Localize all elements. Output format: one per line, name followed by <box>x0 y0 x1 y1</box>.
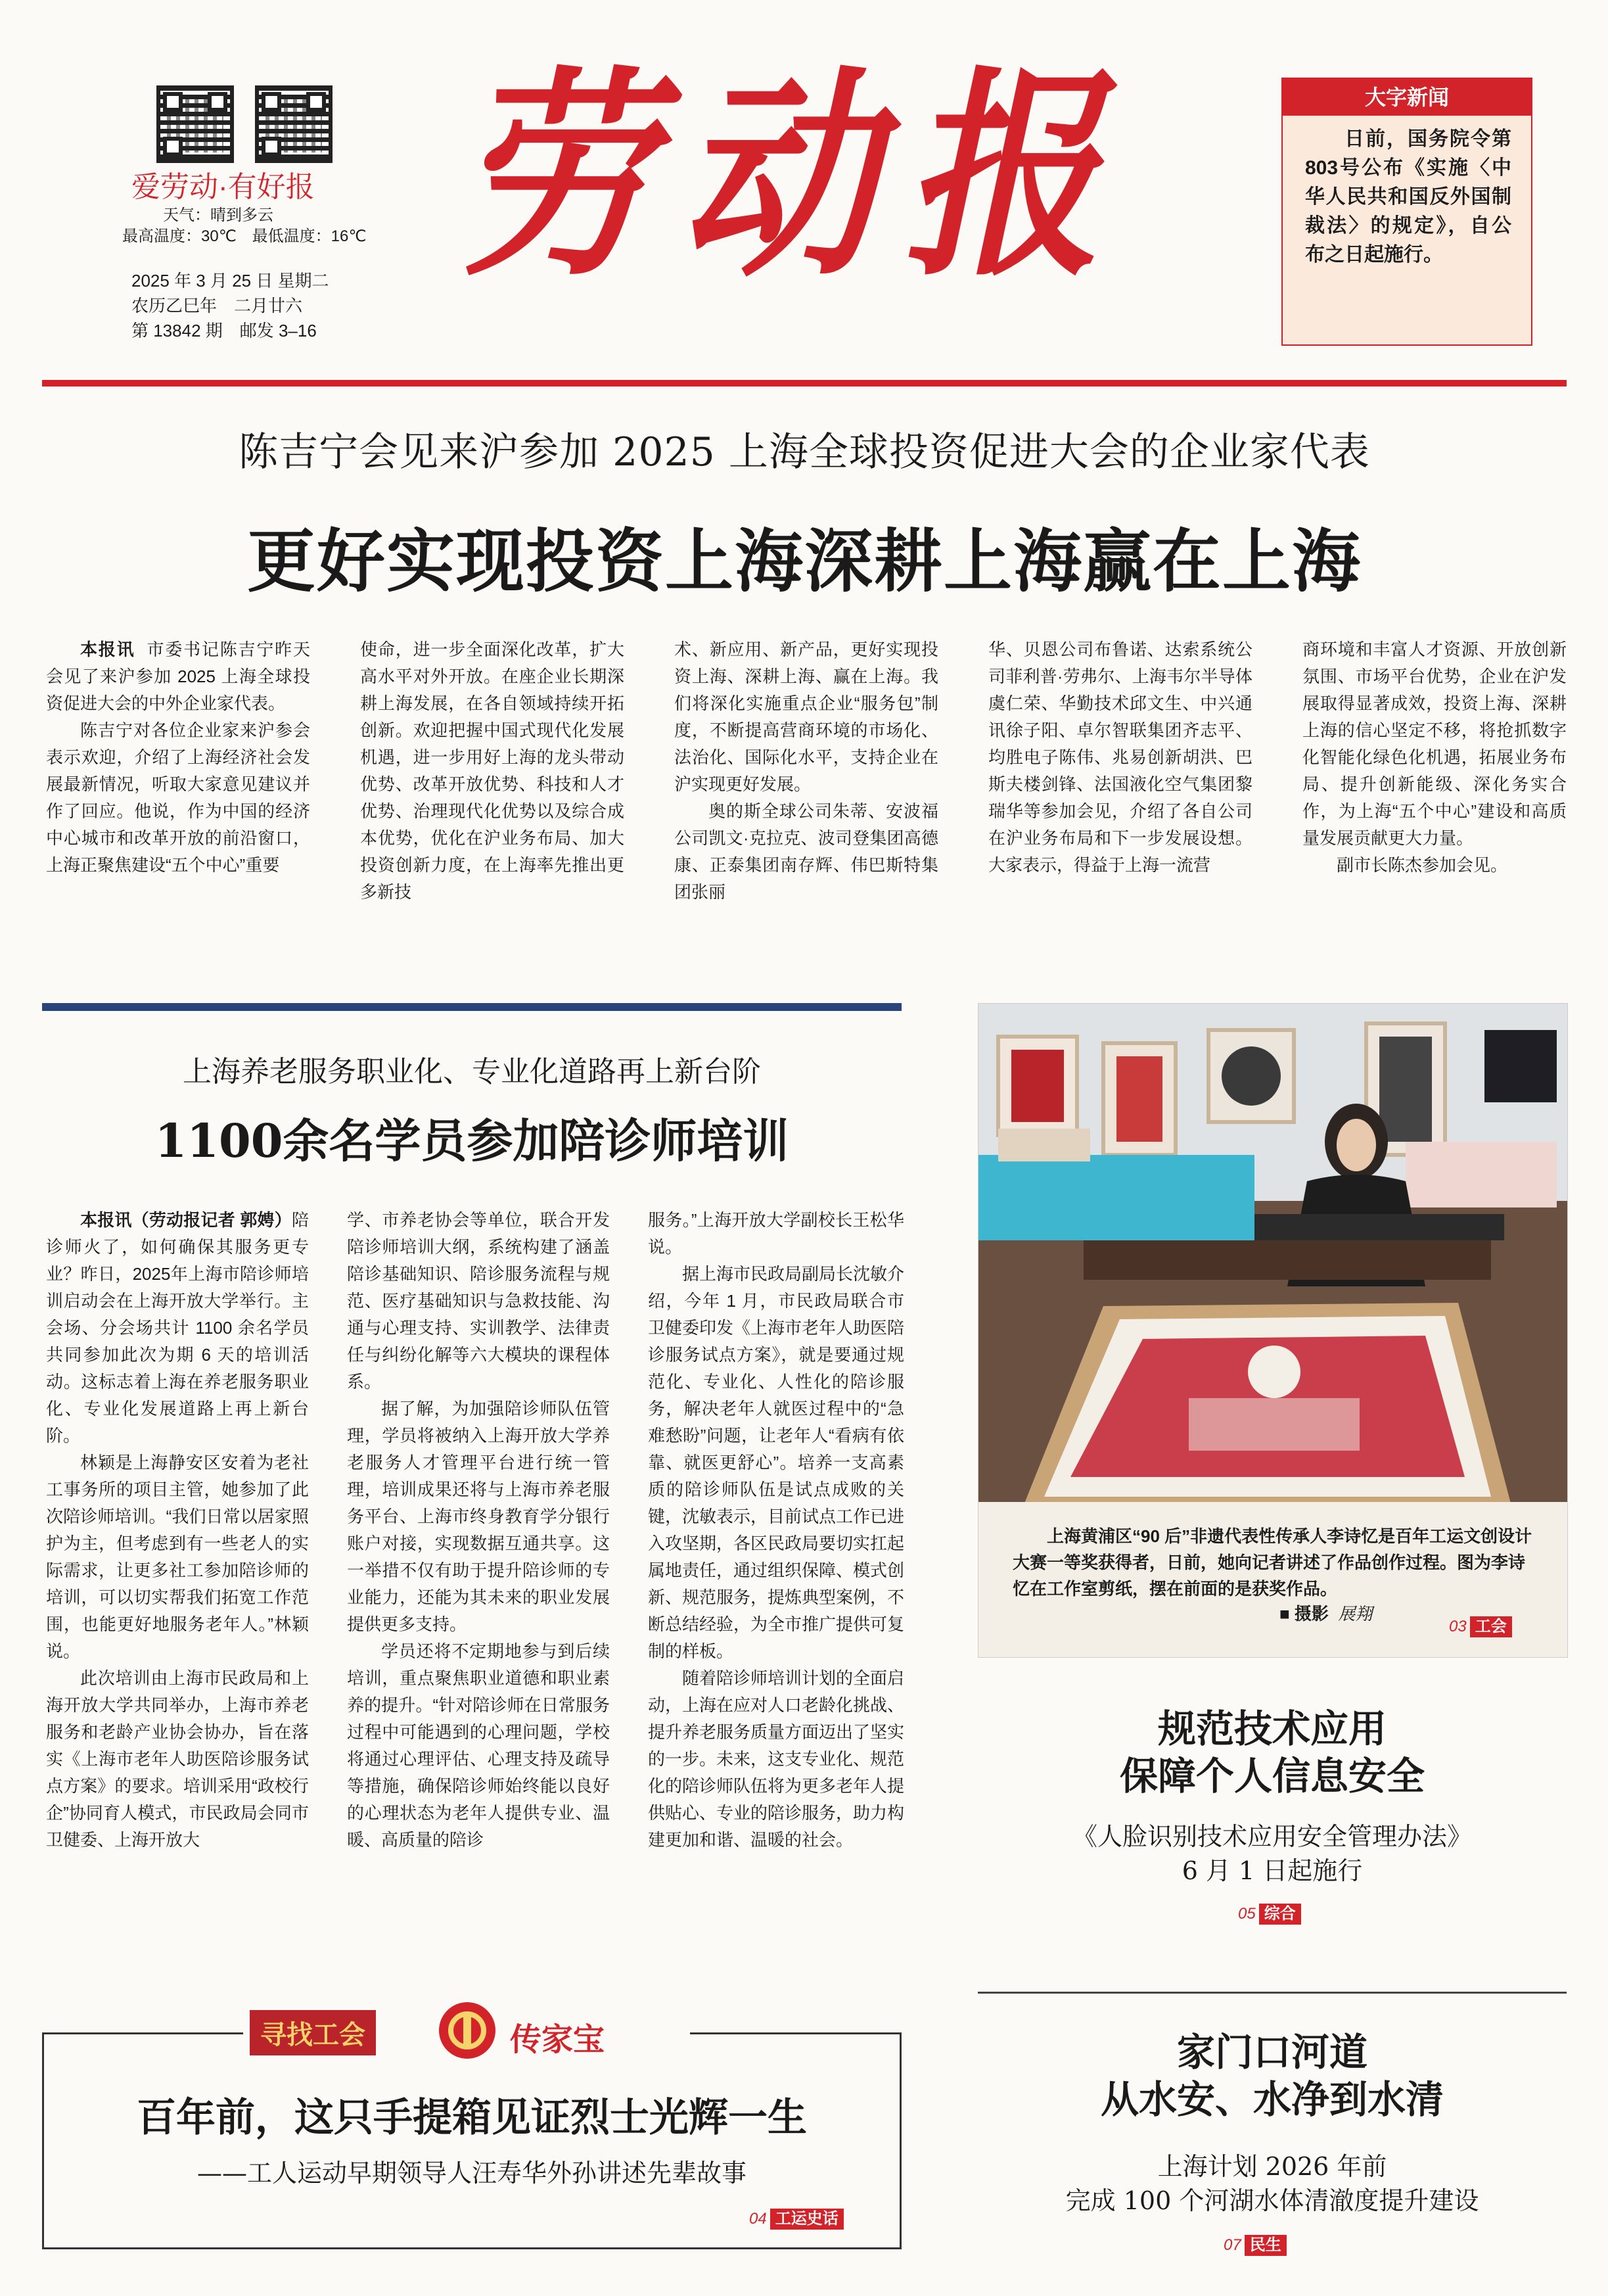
photo-box <box>978 1003 1568 1658</box>
heritage-banner <box>243 1998 690 2064</box>
lead-para: 陈吉宁对各位企业家来沪参会表示欢迎，介绍了上海经济社会发展最新情况，听取大家意见建议并作了回应。他说，作为中国的经济中心城市和改革开放的前沿窗口，上海正聚焦建设“五个中心”重要 <box>46 720 310 875</box>
photo-credit <box>1279 1601 1372 1627</box>
story2-para: 随着陪诊师培训计划的全面启动，上海在应对人口老龄化挑战、提升养老服务质量方面迈出了坚实的一步。未来，这支专业化、规范化的陪诊师队伍将为更多老年人提供贴心、专业的陪诊服务，助力构建更加和谐、温暖的社会。 <box>648 1668 905 1850</box>
big-news-box <box>1281 78 1532 346</box>
page-number: 07 <box>1224 2236 1241 2254</box>
promo2-title[interactable] <box>978 2028 1567 2123</box>
lead-col-4 <box>988 636 1252 879</box>
date-info <box>131 268 329 343</box>
photo-page-ref <box>1449 1616 1512 1637</box>
photo-credit-label: ■ 摄影 <box>1279 1604 1329 1624</box>
lead-para: 市委书记陈吉宁昨天会见了来沪参加 2025 上海全球投资促进大会的中外企业家代表。 <box>46 640 310 713</box>
slogan: 爱劳动·有好报 <box>131 171 315 203</box>
lead-para: 奥的斯全球公司朱蒂、安波福公司凯文·克拉克、波司登集团高德康、正泰集团南存辉、伟巴斯特集团张丽 <box>674 801 938 902</box>
lead-col-3 <box>674 636 938 906</box>
story2-para: 学员还将不定期地参与到后续培训，重点聚焦职业道德和职业素养的提升。“针对陪诊师在日常服务过程中可能遇到的心理问题，学校将通过心理评估、心理支持及疏导等措施，确保陪诊师始终能以良好的心理状态为老年人提供专业、温暖、高质量的陪诊 <box>347 1641 610 1850</box>
issue-text: 第 13842 期 邮发 3–16 <box>131 321 317 340</box>
section-tag: 工会 <box>1470 1616 1512 1637</box>
lead-col-2 <box>360 636 624 906</box>
promo1-title[interactable] <box>978 1705 1567 1800</box>
qr-code-right <box>255 85 333 163</box>
promo2-sub-line1: 上海计划 2026 年前 <box>1157 2152 1387 2181</box>
photo-caption <box>1013 1523 1538 1602</box>
heritage-title[interactable]: 百年前，这只手提箱见证烈士光辉一生 <box>137 2095 807 2141</box>
lead-para: 华、贝恩公司布鲁诺、达索系统公司菲利普·劳弗尔、上海韦尔半导体虞仁荣、华勤技术邱文生、中兴通讯徐子阳、卓尔智联集团齐志平、均胜电子陈伟、兆易创新胡洪、巴斯夫楼剑锋、法国液化空气集团黎瑞华等参加会见，介绍了各自公司在沪业务布局和下一步发展设想。大家表示，得益于上海一流营 <box>988 640 1252 875</box>
lead-headline: 更好实现投资上海深耕上海赢在上海 <box>246 521 1362 601</box>
section-tag: 工运史话 <box>770 2209 844 2230</box>
lead-col-1 <box>46 636 310 879</box>
story2-para: 林颖是上海静安区安着为老社工事务所的项目主管，她参加了此次陪诊师培训。“我们日常以居家照护为主，但考虑到有一些老人的实际需求，让更多社工参加陪诊师的培训，可以切实帮我们拓宽工作范围，也能更好地服务老年人。”林颖说。 <box>46 1453 309 1661</box>
weather-text: 天气：晴到多云 <box>163 206 273 224</box>
promo1-page-ref <box>1238 1904 1301 1925</box>
big-news-body: 日前，国务院令第803号公布《实施〈中华人民共和国反外国制裁法〉的规定》，自公布之日起施行。 <box>1305 128 1511 266</box>
story2-col-1 <box>46 1207 309 1854</box>
story2-col-2 <box>347 1207 610 1854</box>
story2-col-3 <box>648 1207 904 1854</box>
story2-headline: 1100余名学员参加陪诊师培训 <box>154 1113 789 1168</box>
heritage-sub: ——工人运动早期领导人汪寿华外孙讲述先辈故事 <box>196 2159 747 2188</box>
story2-para: 陪诊师火了，如何确保其服务更专业？昨日，2025年上海市陪诊师培训启动会在上海开放大学举行。主会场、分会场共计 1100 余名学员共同参加此次为期 6 天的培训活动。这标志着上海在养老服务职业化、专业化发展道路上再上新台阶。 <box>46 1210 309 1445</box>
lunar-text: 农历乙巳年 二月廿六 <box>131 296 303 316</box>
heritage-label-right: 传家宝 <box>510 2021 605 2058</box>
lead-para: 商环境和丰富人才资源、开放创新氛围、市场平台优势，企业在沪发展取得显著成效，投资上海、深耕上海的信心坚定不移，将抢抓数字化智能化绿色化机遇，拓展业务布局、提升创新能级、深化务实合作，为上海“五个中心”建设和高质量发展贡献更大力量。 <box>1302 640 1567 848</box>
section-tag: 民生 <box>1245 2235 1287 2256</box>
temperature-text: 最高温度：30℃ 最低温度：16℃ <box>122 227 367 245</box>
lead-para: 使命，进一步全面深化改革，扩大高水平对外开放。在座企业长期深耕上海发展，在各自领域持续开拓创新。欢迎把握中国式现代化发展机遇，进一步用好上海的龙头带动优势、改革开放优势、科技和人才优势、治理现代化优势以及综合成本优势，优化在沪业务布局、加大投资创新力度，在上海率先推出更多新技 <box>360 640 624 902</box>
newspaper-logo: 劳动报 <box>446 45 1172 306</box>
promo-divider <box>978 1992 1567 1994</box>
lead-byline: 本报讯 <box>80 640 135 659</box>
story2-byline: 本报讯（劳动报记者 郭娉） <box>80 1210 292 1230</box>
page-number: 04 <box>749 2210 767 2228</box>
promo1-sub <box>978 1819 1567 1888</box>
qr-code-left <box>156 85 234 163</box>
lead-para: 术、新应用、新产品，更好实现投资上海、深耕上海、赢在上海。我们将深化实施重点企业“服务包”制度，不断提高营商环境的市场化、法治化、国际化水平，支持企业在沪实现更好发展。 <box>674 640 938 794</box>
promo2-page-ref <box>1224 2235 1287 2256</box>
promo2-sub <box>978 2149 1567 2218</box>
story2-para: 此次培训由上海市民政局和上海开放大学共同举办，上海市养老服务和老龄产业协会协办，旨在落实《上海市老年人助医陪诊服务试点方案》的要求。培训采用“政校行企”协同育人模式，市民政局会同市卫健委、上海开放大 <box>46 1668 309 1850</box>
promo2-title-line2: 从水安、水净到水清 <box>1100 2077 1444 2122</box>
heritage-page-ref <box>749 2209 844 2230</box>
lead-kicker: 陈吉宁会见来沪参加 2025 上海全球投资促进大会的企业家代表 <box>239 429 1370 475</box>
promo1-title-line1: 规范技术应用 <box>1157 1706 1387 1751</box>
page-number: 05 <box>1238 1905 1256 1923</box>
story2-para: 学、市养老协会等单位，联合开发陪诊师培训大纲，系统构建了涵盖陪诊基础知识、陪诊服务流程与规范、医疗基础知识与急救技能、沟通与心理支持、实训教学、法律责任与纠纷化解等六大模块的课程体系。 <box>347 1210 610 1392</box>
story2-rule <box>42 1003 902 1011</box>
papercut-studio-photo <box>978 1004 1567 1502</box>
story2-para: 服务。”上海开放大学副校长王松华说。 <box>648 1210 904 1257</box>
news-photo <box>978 1004 1567 1502</box>
promo1-title-line2: 保障个人信息安全 <box>1119 1754 1425 1798</box>
story2-kicker: 上海养老服务职业化、专业化道路再上新台阶 <box>183 1055 761 1089</box>
promo1-sub-line1: 《人脸识别技术应用安全管理办法》 <box>1072 1822 1472 1851</box>
date-text: 2025 年 3 月 25 日 星期二 <box>131 271 329 291</box>
photo-credit-name: 展翔 <box>1338 1604 1373 1624</box>
weather <box>122 205 367 247</box>
heritage-label-left: 寻找工会 <box>250 2010 376 2055</box>
section-tag: 综合 <box>1259 1904 1301 1925</box>
masthead-rule <box>42 380 1567 387</box>
big-news-header: 大字新闻 <box>1283 79 1531 116</box>
page-number: 03 <box>1449 1618 1467 1635</box>
union-emblem-icon <box>439 2002 495 2059</box>
story2-para: 据上海市民政局副局长沈敏介绍，今年 1 月，市民政局联合市卫健委印发《上海市老年人助医陪诊服务试点方案》，就是要通过规范化、专业化、人性化的陪诊服务，解决老年人就医过程中的“急难愁盼”问题，让老年人“看病有依靠、就医更舒心”。培养一支高素质的陪诊师队伍是试点成败的关键，沈敏表示，目前试点工作已进入攻坚期，各区民政局要切实扛起属地责任，通过组织保障、模式创新、规范服务，提炼典型案例，不断总结经验，为全市推广提供可复制的样板。 <box>648 1264 905 1661</box>
story2-para: 据了解，为加强陪诊师队伍管理，学员将被纳入上海开放大学养老服务人才管理平台进行统一管理，培训成果还将与上海市养老服务平台、上海市终身教育学分银行账户对接，实现数据互通共享。这一举措不仅有助于提升陪诊师的专业能力，还能为其未来的职业发展提供更多支持。 <box>347 1399 610 1634</box>
promo2-title-line1: 家门口河道 <box>1176 2030 1367 2074</box>
promo1-sub-line2: 6 月 1 日起施行 <box>1182 1856 1363 1885</box>
promo2-sub-line2: 完成 100 个河湖水体清澈度提升建设 <box>1065 2186 1479 2215</box>
lead-para: 副市长陈杰参加会见。 <box>1337 855 1508 875</box>
photo-caption-text: 上海黄浦区“90 后”非遗代表性传承人李诗忆是百年工运文创设计大赛一等奖获得者，日前，她向记者讲述了作品创作过程。图为李诗忆在工作室剪纸，摆在前面的是获奖作品。 <box>1013 1526 1532 1599</box>
lead-col-5 <box>1302 636 1567 879</box>
